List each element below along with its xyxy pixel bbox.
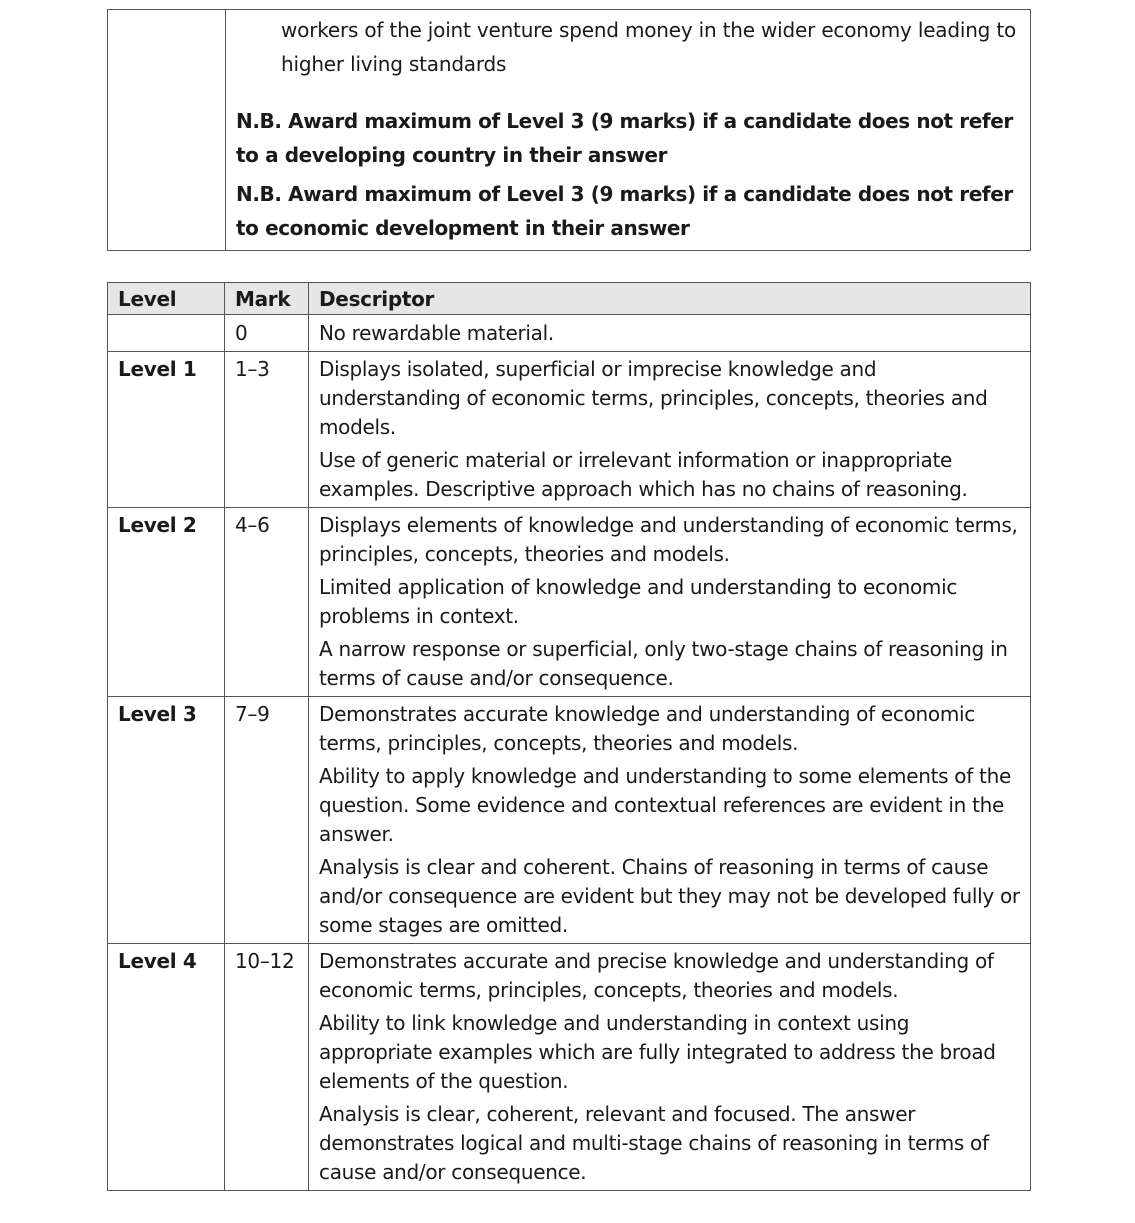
table-header-row [108,283,1031,315]
descriptor-text: Ability to apply knowledge and understanding to some elements of the question. Some evidence and contextual references are evident in the answer. [319,764,1011,846]
level-cell [108,315,225,352]
indented-answer-text: workers of the joint venture spend money in the wider economy leading to higher living standards [281,18,1017,76]
continuation-content [226,10,1030,250]
mark-cell: 7–9 [225,697,309,944]
levels-table [107,282,1031,1191]
descriptor-text: Limited application of knowledge and understanding to economic problems in context. [319,575,958,628]
descriptor-cell [309,508,1031,697]
mark-cell: 4–6 [225,508,309,697]
descriptor-text: Displays elements of knowledge and understanding of economic terms, principles, concepts, theories and models. [319,513,1018,566]
descriptor-text: Displays isolated, superficial or imprecise knowledge and understanding of economic terms, principles, concepts, theories and models. [319,357,988,439]
note-economic-development: N.B. Award maximum of Level 3 (9 marks) if a candidate does not refer to economic development in their answer [236,182,1013,240]
descriptor-text: Use of generic material or irrelevant information or inappropriate examples. Descriptive approach which has no chains of reasoning. [319,448,968,501]
table-row [108,697,1031,944]
header-level: Level [108,283,225,315]
descriptor-text: Demonstrates accurate and precise knowledge and understanding of economic terms, principles, concepts, theories and models. [319,949,994,1002]
table-row [108,352,1031,508]
header-mark: Mark [225,283,309,315]
descriptor-text: Analysis is clear and coherent. Chains of reasoning in terms of cause and/or consequence are evident but they may not be developed fully or some stages are omitted. [319,855,1020,937]
descriptor-cell [309,352,1031,508]
table-row [108,315,1031,352]
level-cell: Level 4 [108,944,225,1191]
descriptor-text: Demonstrates accurate knowledge and understanding of economic terms, principles, concepts, theories and models. [319,702,975,755]
mark-cell: 0 [225,315,309,352]
note-developing-country: N.B. Award maximum of Level 3 (9 marks) if a candidate does not refer to a developing country in their answer [236,109,1013,167]
level-cell: Level 1 [108,352,225,508]
level-cell: Level 3 [108,697,225,944]
continuation-box [107,9,1031,251]
continuation-left-column [108,10,226,250]
table-row [108,508,1031,697]
descriptor-text: No rewardable material. [319,321,554,345]
descriptor-cell [309,697,1031,944]
descriptor-cell [309,315,1031,352]
mark-cell: 10–12 [225,944,309,1191]
table-row [108,944,1031,1191]
descriptor-text: Analysis is clear, coherent, relevant and focused. The answer demonstrates logical and multi-stage chains of reasoning in terms of cause and/or consequence. [319,1102,989,1184]
mark-cell: 1–3 [225,352,309,508]
descriptor-cell [309,944,1031,1191]
level-cell: Level 2 [108,508,225,697]
header-descriptor: Descriptor [309,283,1031,315]
descriptor-text: Ability to link knowledge and understanding in context using appropriate examples which are fully integrated to address the broad elements of the question. [319,1011,996,1093]
descriptor-text: A narrow response or superficial, only two-stage chains of reasoning in terms of cause and/or consequence. [319,637,1008,690]
